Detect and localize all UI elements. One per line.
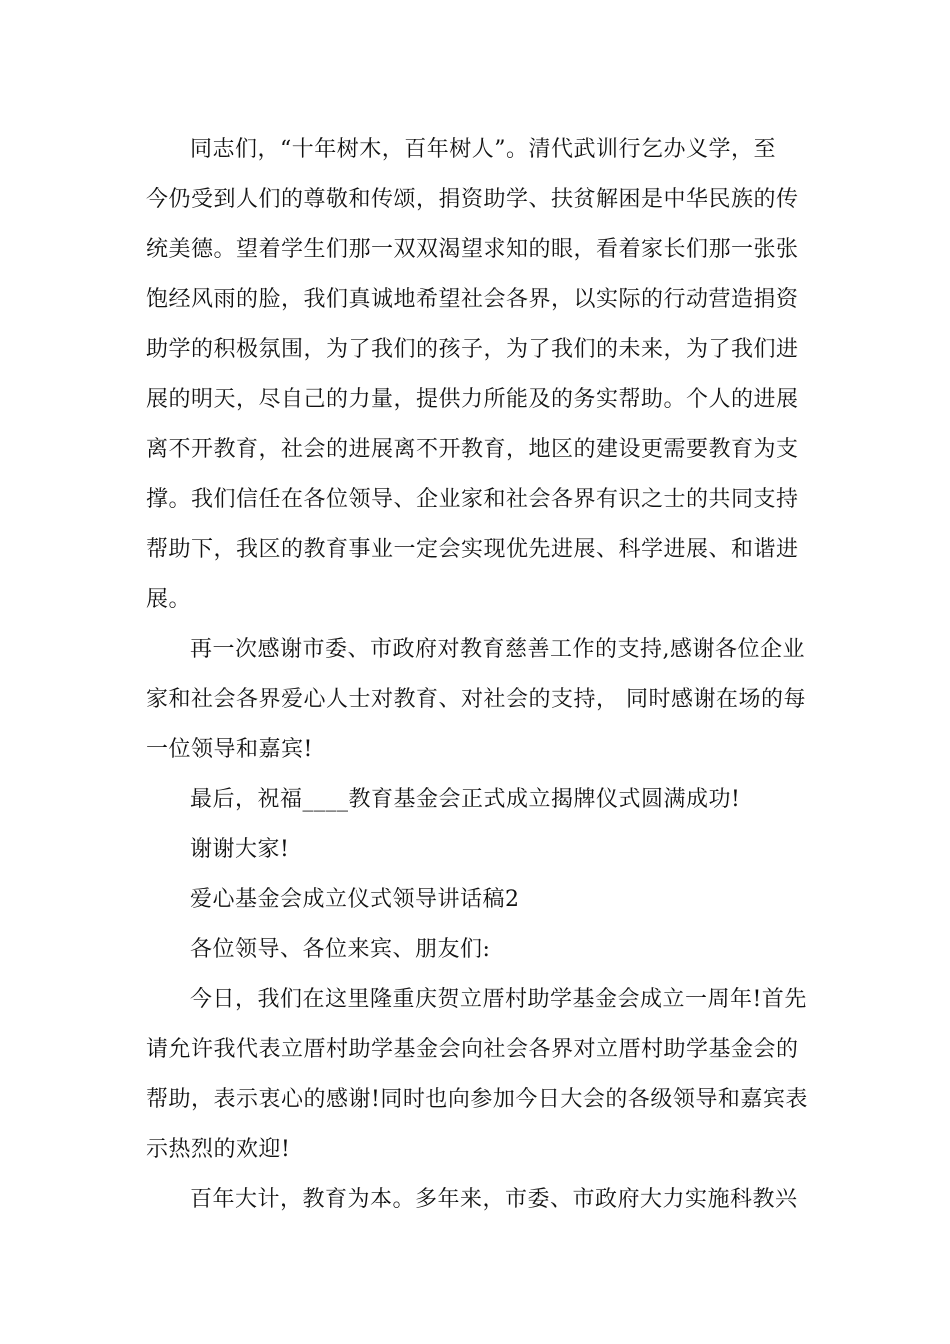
paragraph-line: 展。 bbox=[146, 587, 192, 612]
paragraph-line: 帮助，表示衷心的感谢!同时也向参加今日大会的各级领导和嘉宾表 bbox=[146, 1087, 808, 1112]
paragraph-line: 家和社会各界爱心人士对教育、对社会的支持， 同时感谢在场的每 bbox=[146, 687, 806, 712]
paragraph-line: 再一次感谢市委、市政府对教育慈善工作的支持,感谢各位企业 bbox=[190, 637, 805, 662]
paragraph-line: 今仍受到人们的尊敬和传颂，捐资助学、扶贫解困是中华民族的传 bbox=[146, 187, 799, 212]
paragraph-line: 请允许我代表立厝村助学基金会向社会各界对立厝村助学基金会的 bbox=[146, 1037, 799, 1062]
paragraph-line: 帮助下，我区的教育事业一定会实现优先进展、科学进展、和谐进 bbox=[146, 537, 799, 562]
paragraph-line: 示热烈的欢迎! bbox=[146, 1137, 291, 1162]
paragraph-line: 离不开教育，社会的进展离不开教育，地区的建设更需要教育为支 bbox=[146, 437, 799, 462]
paragraph-line: 展的明天，尽自己的力量，提供力所能及的务实帮助。个人的进展 bbox=[146, 387, 799, 412]
paragraph-line: 一位领导和嘉宾! bbox=[146, 737, 313, 762]
paragraph-line: 统美德。望着学生们那一双双渴望求知的眼，看着家长们那一张张 bbox=[146, 237, 799, 262]
paragraph-line: 谢谢大家! bbox=[190, 837, 290, 862]
paragraph-line: 撑。我们信任在各位领导、企业家和社会各界有识之士的共同支持 bbox=[146, 487, 799, 512]
section-heading: 爱心基金会成立仪式领导讲话稿2 bbox=[190, 887, 520, 912]
paragraph-line: 饱经风雨的脸，我们真诚地希望社会各界，以实际的行动营造捐资 bbox=[146, 287, 799, 312]
paragraph-line: 同志们，“十年树木，百年树人”。清代武训行乞办义学，至 bbox=[190, 137, 776, 162]
paragraph-line: 今日，我们在这里隆重庆贺立厝村助学基金会成立一周年!首先 bbox=[190, 987, 807, 1012]
paragraph-line: 最后，祝福____教育基金会正式成立揭牌仪式圆满成功! bbox=[190, 787, 741, 812]
paragraph-line: 助学的积极氛围，为了我们的孩子，为了我们的未来，为了我们进 bbox=[146, 337, 799, 362]
paragraph-line: 百年大计，教育为本。多年来，市委、市政府大力实施科教兴 bbox=[190, 1187, 798, 1212]
salutation-line: 各位领导、各位来宾、朋友们: bbox=[190, 937, 491, 962]
